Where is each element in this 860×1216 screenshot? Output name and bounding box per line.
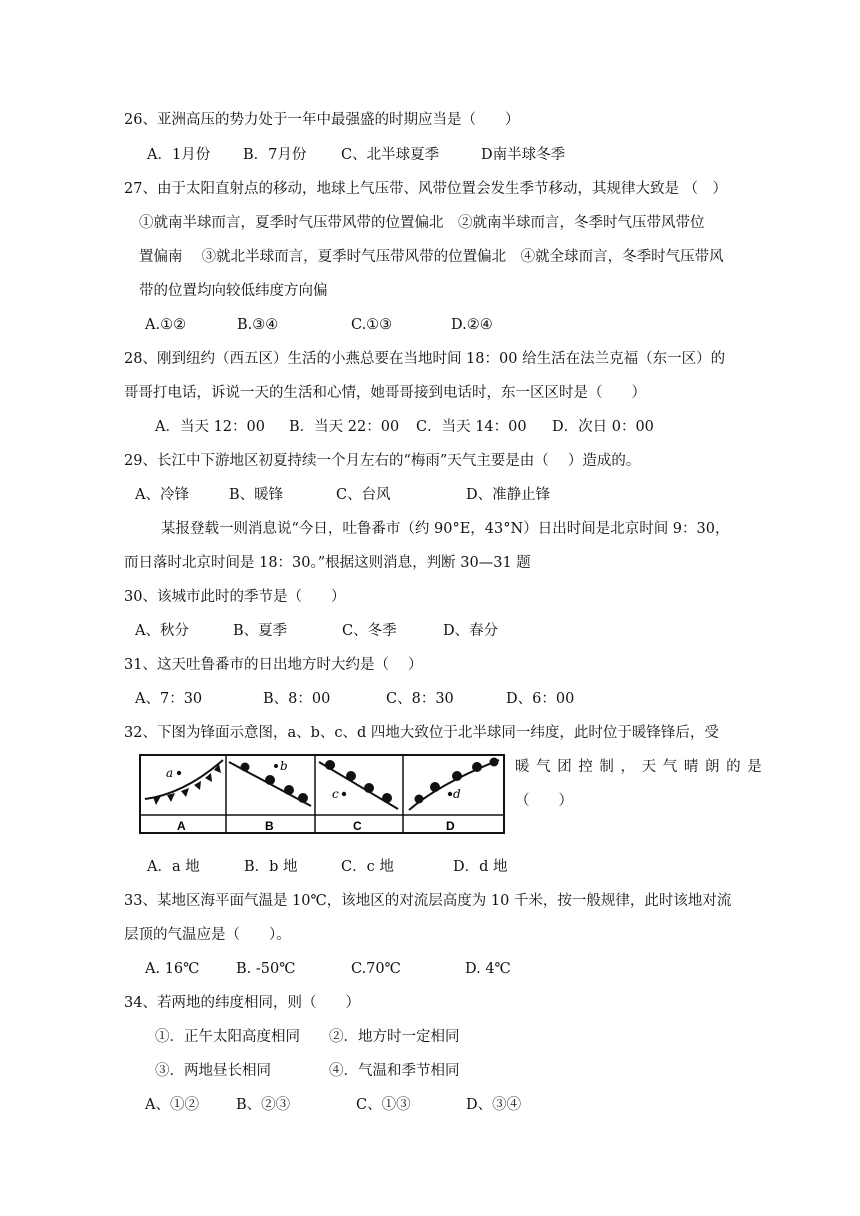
option-b: B．b 地 (244, 859, 298, 875)
option-a: A.①② (145, 317, 187, 333)
panel-label-b: B (265, 819, 274, 833)
option-c: C．c 地 (341, 859, 394, 875)
option-a: A．1月份 (147, 147, 211, 163)
question-33-line-2: 层顶的气温应是（ ）。 (124, 927, 291, 943)
question-28-line-2: 哥哥打电话，诉说一天的生活和心情，她哥哥接到电话时，东一区区时是（ ） (124, 385, 646, 401)
option-d: D、6：00 (506, 691, 575, 707)
option-b: B．当天 22：00 (289, 419, 400, 435)
statement-1: ①．正午太阳高度相同 (155, 1029, 300, 1045)
front-diagram (139, 754, 505, 834)
option-d: D、③④ (466, 1097, 522, 1113)
option-d: D、准静止锋 (466, 487, 551, 503)
option-b: B、8：00 (263, 691, 331, 707)
point-a-label: a (166, 766, 174, 780)
option-a: A、冷锋 (135, 487, 189, 503)
option-c: C、8：30 (386, 691, 454, 707)
option-a: A. 16℃ (145, 961, 200, 977)
option-d: D．次日 0：00 (552, 419, 654, 435)
question-32-stem: 32、下图为锋面示意图，a、b、c、d 四地大致位于北半球同一纬度，此时位于暖锋锋后，受 (124, 725, 719, 741)
passage-line-2: 而日落时北京时间是 18：30。”根据这则消息，判断 30—31 题 (124, 555, 531, 571)
panel-label-a: A (177, 819, 186, 833)
option-d: D、春分 (443, 623, 499, 639)
question-27-line-4: 带的位置均向较低纬度方向偏 (139, 283, 328, 299)
option-d: D．d 地 (453, 859, 508, 875)
question-30-stem: 30、该城市此时的季节是（ ） (124, 589, 346, 605)
option-c: C、①③ (356, 1097, 411, 1113)
option-a: A．a 地 (147, 859, 200, 875)
statement-4: ④．气温和季节相同 (329, 1063, 460, 1079)
option-c: C.①③ (351, 317, 393, 333)
option-b: B.③④ (237, 317, 279, 333)
question-29-stem: 29、长江中下游地区初夏持续一个月左右的“梅雨”天气主要是由（ ）造成的。 (124, 453, 641, 469)
panel-a-cold-front (145, 760, 223, 805)
option-d: D南半球冬季 (481, 147, 566, 163)
question-27-line-2: ①就南半球而言，夏季时气压带风带的位置偏北 ②就南半球而言，冬季时气压带风带位 (139, 215, 705, 231)
question-31-stem: 31、这天吐鲁番市的日出地方时大约是（ ） (124, 657, 423, 673)
point-b-label: b (280, 759, 288, 773)
panel-b-warm-front (229, 759, 311, 806)
statement-2: ②．地方时一定相同 (329, 1029, 460, 1045)
panel-c-warm-front (319, 760, 398, 809)
panel-label-c: C (353, 819, 362, 833)
question-28-line-1: 28、刚到纽约（西五区）生活的小燕总要在当地时间 18：00 给生活在法兰克福（东一区）的 (124, 351, 726, 367)
option-a: A、①② (145, 1097, 199, 1113)
option-b: B、②③ (236, 1097, 291, 1113)
panel-d-warm-front (409, 758, 499, 811)
option-d: D.②④ (451, 317, 493, 333)
question-33-line-1: 33、某地区海平面气温是 10℃，该地区的对流层高度为 10 千米，按一般规律，此时该地对流 (124, 893, 732, 909)
option-c: C、台风 (336, 487, 391, 503)
option-c: C、北半球夏季 (341, 147, 440, 163)
option-a: A．当天 12：00 (155, 419, 265, 435)
option-d: D. 4℃ (465, 961, 511, 977)
passage-line-1: 某报登载一则消息说“今日，吐鲁番市（约 90°E，43°N）日出时间是北京时间 9：30， (161, 521, 730, 537)
question-27-line-3: 置偏南 ③就北半球而言，夏季时气压带风带的位置偏北 ④就全球而言，冬季时气压带风 (139, 249, 724, 265)
option-b: B、暖锋 (229, 487, 284, 503)
question-26-stem: 26、亚洲高压的势力处于一年中最强盛的时期应当是（ ） (124, 112, 520, 128)
option-b: B. -50℃ (236, 961, 296, 977)
option-c: C.70℃ (351, 961, 401, 977)
option-b: B．7月份 (243, 147, 307, 163)
option-a: A、7：30 (135, 691, 203, 707)
question-32-wrap-line-2: （ ） (515, 793, 573, 809)
question-27-line-1: 27、由于太阳直射点的移动，地球上气压带、风带位置会发生季节移动，其规律大致是 （ ） (124, 181, 728, 197)
statement-3: ③．两地昼长相同 (155, 1063, 271, 1079)
option-a: A、秋分 (135, 623, 189, 639)
question-32-wrap-line-1: 暖 气 团 控 制 ， 天 气 晴 朗 的 是 (515, 759, 763, 775)
question-34-stem: 34、若两地的纬度相同，则（ ） (124, 995, 360, 1011)
option-c: C．当天 14：00 (416, 419, 527, 435)
option-b: B、夏季 (233, 623, 288, 639)
option-c: C、冬季 (342, 623, 397, 639)
panel-label-d: D (446, 819, 455, 833)
point-c-label: c (332, 787, 339, 801)
point-d-label: d (453, 787, 461, 801)
